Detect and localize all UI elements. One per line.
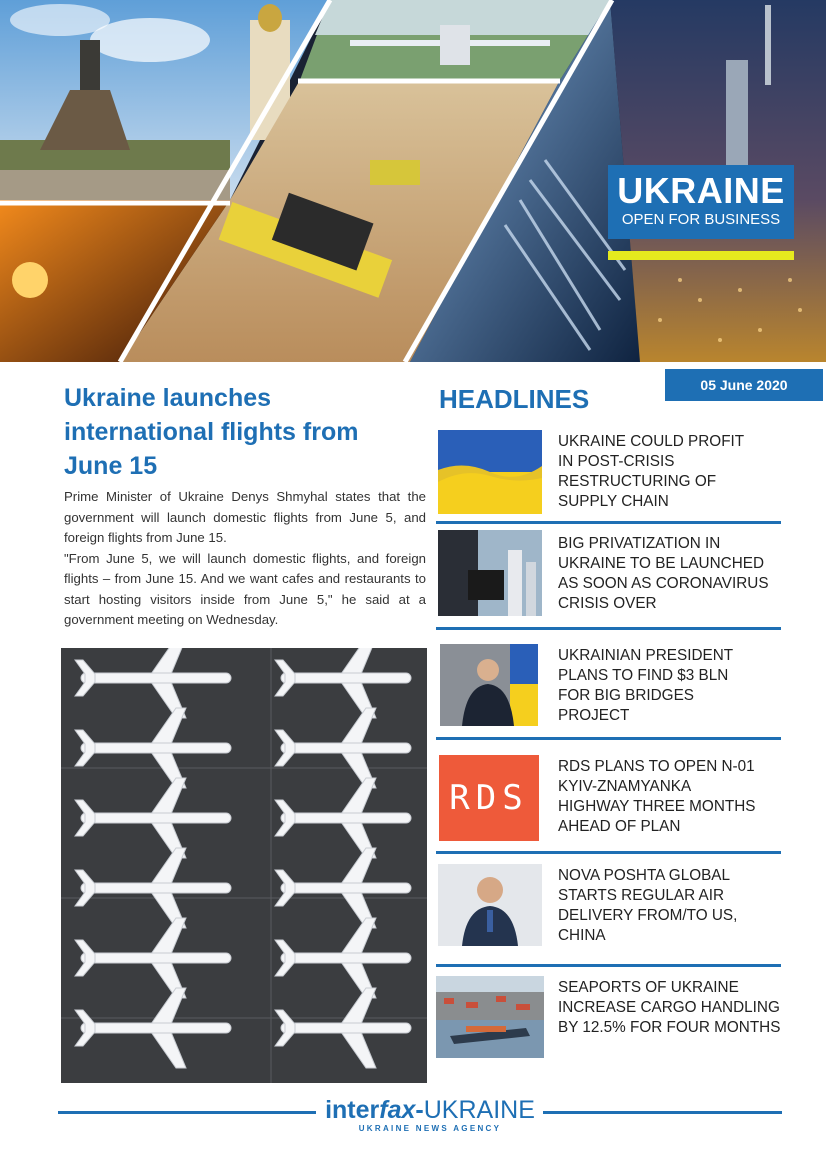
article-title[interactable] [64, 381, 434, 483]
headline-text[interactable] [558, 978, 783, 1038]
airplanes-illustration [61, 648, 427, 1083]
headline-text[interactable] [558, 757, 783, 837]
parked-airplanes-photo [61, 648, 427, 1083]
headline-divider [436, 851, 781, 854]
headline-divider [436, 737, 781, 740]
article-paragraph: "From June 5, we will launch domestic flights, and foreign flights – from June 15. And we want cafes and restaurants to start hosting visitors inside from June 5," he said at a government meeting on Wednesday. [64, 550, 426, 627]
headline-line: RDS PLANS TO OPEN N-01 [558, 758, 755, 775]
headline-line: BIG PRIVATIZATION IN [558, 535, 721, 552]
interfax-ukraine-logo[interactable] [315, 1096, 545, 1138]
headline-item[interactable] [436, 428, 781, 526]
logo-dash: - [415, 1096, 424, 1124]
headline-divider [436, 627, 781, 630]
logo-tagline: UKRAINE NEWS AGENCY [358, 1124, 502, 1133]
headline-text[interactable] [558, 646, 783, 726]
headline-line: AHEAD OF PLAN [558, 818, 681, 835]
headline-item[interactable] [436, 530, 781, 632]
rds-logo-text: RDS [449, 778, 529, 818]
headline-text[interactable] [558, 534, 783, 614]
headline-text[interactable] [558, 866, 783, 946]
footer-rule-left [58, 1111, 316, 1114]
rds-logo-image [439, 755, 539, 841]
article-title-line: international flights from [64, 418, 359, 446]
headline-divider [436, 964, 781, 967]
issue-date: 05 June 2020 [665, 369, 823, 401]
headline-text[interactable] [558, 432, 783, 512]
flag-image [438, 430, 542, 514]
headline-item[interactable] [436, 864, 781, 968]
badge-title: UKRAINE [617, 170, 785, 211]
headlines-title: HEADLINES [439, 384, 590, 414]
headline-line: FOR BIG BRIDGES [558, 687, 694, 704]
seaport-image [436, 976, 544, 1058]
headline-line: SEAPORTS OF UKRAINE [558, 979, 739, 996]
article-title-line: June 15 [64, 452, 158, 480]
footer-rule-right [543, 1111, 782, 1114]
ukraine-badge [608, 165, 794, 239]
hero-collage [0, 0, 826, 362]
badge-accent-bar [608, 251, 794, 260]
headline-item[interactable] [436, 755, 781, 855]
headline-line: INCREASE CARGO HANDLING [558, 999, 780, 1016]
briefcase-image [438, 530, 542, 616]
headline-line: SUPPLY CHAIN [558, 493, 669, 510]
article-title-line: Ukraine launches [64, 384, 272, 412]
headline-line: RESTRUCTURING OF [558, 473, 717, 490]
headline-line: IN POST-CRISIS [558, 453, 675, 470]
logo-fax: fax [379, 1096, 416, 1124]
headline-line: CHINA [558, 927, 606, 944]
headline-line: DELIVERY FROM/TO US, [558, 907, 738, 924]
logo-ukraine: UKRAINE [423, 1096, 535, 1124]
portrait-image [438, 864, 542, 946]
headline-line: KYIV-ZNAMYANKA [558, 778, 692, 795]
headline-divider [436, 521, 781, 524]
headline-item[interactable] [436, 644, 781, 742]
headline-line: PLANS TO FIND $3 BLN [558, 667, 729, 684]
headline-line: HIGHWAY THREE MONTHS [558, 798, 756, 815]
headline-line: STARTS REGULAR AIR [558, 887, 725, 904]
headline-line: BY 12.5% FOR FOUR MONTHS [558, 1019, 781, 1036]
president-image [440, 644, 538, 726]
article-body [64, 487, 426, 631]
headline-line: NOVA POSHTA GLOBAL [558, 867, 731, 884]
headline-line: UKRAINE COULD PROFIT [558, 433, 745, 450]
headline-line: CRISIS OVER [558, 595, 657, 612]
logo-inter: inter [325, 1096, 380, 1124]
headline-item[interactable] [436, 976, 781, 1060]
article-paragraph: Prime Minister of Ukraine Denys Shmyhal states that the government will launch domestic flights from June 5, and foreign flights from June 15. [64, 489, 426, 545]
headline-line: PROJECT [558, 707, 630, 724]
headline-line: UKRAINE TO BE LAUNCHED [558, 555, 764, 572]
badge-subtitle: OPEN FOR BUSINESS [621, 211, 781, 228]
headline-line: UKRAINIAN PRESIDENT [558, 647, 734, 664]
headline-line: AS SOON AS CORONAVIRUS [558, 575, 769, 592]
